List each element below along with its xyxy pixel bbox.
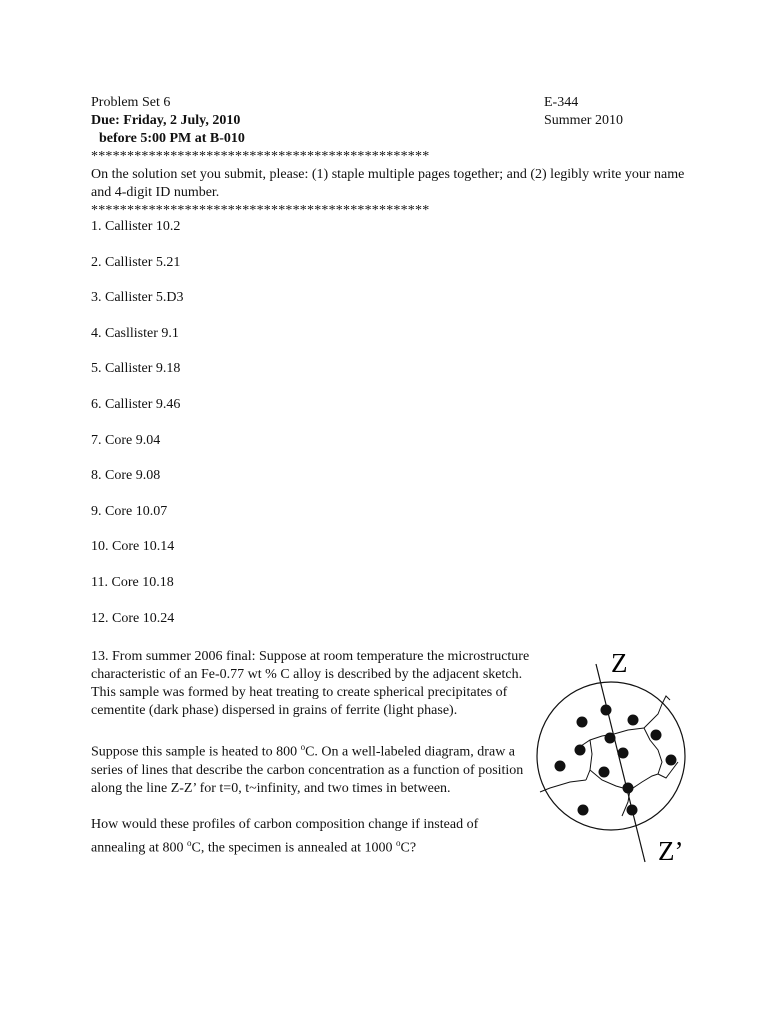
question-b-text-1: How would these profiles of carbon composition change if instead of annealing at 800 [91,816,479,856]
problem-item: 7. Core 9.04 [91,432,161,448]
z-z-prime-line [596,664,645,862]
course-code: E-344 [544,95,579,110]
instructions: On the solution set you submit, please: (1) staple multiple pages together; and (2) legibly write your name and 4-digit ID number. [91,167,685,200]
problem-item: 11. Core 10.18 [91,574,174,590]
label-z-prime: Z’ [658,836,684,866]
question-a-text-1: Suppose this sample is heated to 800 [91,744,301,760]
problem-item: 8. Core 9.08 [91,468,161,484]
degree-sup: o [187,837,192,848]
question-b-text-3: C? [400,840,417,856]
problem-item: 1. Callister 10.2 [91,219,181,234]
problem-set-title: Problem Set 6 [91,95,171,110]
degree-sup: o [396,837,401,848]
sample-circle [537,682,685,830]
microstructure-svg [530,640,700,880]
problem-13 [91,648,531,875]
problem-item: 9. Core 10.07 [91,503,168,519]
problem-item: 6. Callister 9.46 [91,396,181,412]
problem-item: 4. Casllister 9.1 [91,325,179,341]
problem-item: 10. Core 10.14 [91,539,175,555]
label-z: Z [611,648,628,678]
question-b-text-2: C, the specimen is annealed at 1000 [191,840,397,856]
header-right [544,94,724,130]
problem-item: 12. Core 10.24 [91,610,175,626]
microstructure-sketch [530,640,700,880]
separator-bottom: *********************************************** [91,203,430,218]
problem-item: 5. Callister 9.18 [91,361,181,377]
degree-sup: o [300,742,306,752]
problem-list [91,218,491,645]
problem-13-intro: 13. From summer 2006 final: Suppose at room temperature the microstructure characteristic of an Fe-0.77 wt % C alloy is described by the adjacent sketch. This sample was formed by heat treating to create spherical precipitates of cementite (dark phase) dispersed in grains of ferrite (light phase). [91,649,530,718]
problem-item: 3. Callister 5.D3 [91,290,184,306]
problem-13-question-b [91,816,531,858]
separator-top: *********************************************** [91,149,430,164]
term: Summer 2010 [544,113,623,128]
problem-item: 2. Callister 5.21 [91,254,181,270]
due-time: before 5:00 PM at B-010 [99,131,245,146]
due-date: Due: Friday, 2 July, 2010 [91,113,241,128]
question-a-text-2: C. On a well-labeled diagram, draw a series of lines that describe the carbon concentration as a function of position along the line Z-Z’ for t=0, t~infinity, and two times in between. [91,744,524,796]
precipitates [555,705,677,816]
problem-13-question-a [91,738,531,798]
header-left [91,94,511,148]
